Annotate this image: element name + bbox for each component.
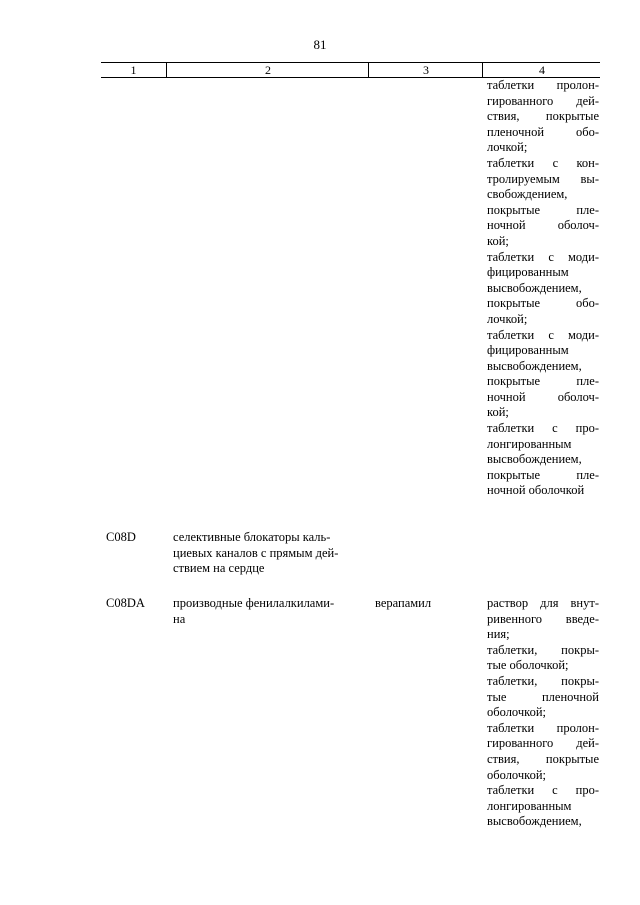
form-line: высвобождением,	[487, 452, 582, 467]
form-line: фицированным	[487, 343, 569, 358]
form-line: тые пленочной	[487, 689, 599, 704]
code-c08da: C08DA	[106, 596, 145, 610]
form-line: лонгированным	[487, 798, 572, 813]
form-line: покрытые пле-	[487, 467, 599, 482]
header-col-4: 4	[482, 63, 601, 77]
drug-verapamil: верапамил	[375, 596, 432, 610]
form-line: высвобождением,	[487, 280, 582, 295]
form-line: таблетки с про-	[487, 421, 599, 436]
form-line: лочкой;	[487, 140, 528, 155]
form-line: покрытые пле-	[487, 202, 599, 217]
form-line: кой;	[487, 233, 509, 248]
form-line: фицированным	[487, 265, 569, 280]
form-line: таблетки с кон-	[487, 155, 599, 170]
form-line: таблетки пролон-	[487, 720, 599, 735]
form-line: ствия, покрытые	[487, 109, 599, 124]
table-header	[101, 62, 600, 78]
form-line: оболочкой;	[487, 705, 546, 720]
header-col-3: 3	[368, 63, 483, 77]
form-line: ривенного введе-	[487, 611, 599, 626]
desc-line: производные фенилалкилами-	[173, 596, 335, 610]
header-col-2: 2	[166, 63, 369, 77]
form-line: ночной оболоч-	[487, 218, 599, 233]
form-line: высвобождением,	[487, 358, 582, 373]
form-line: таблетки, покры-	[487, 673, 599, 688]
form-line: таблетки, покры-	[487, 642, 599, 657]
form-line: гированного дей-	[487, 736, 599, 751]
form-line: таблетки с моди-	[487, 249, 599, 264]
desc-line: циевых каналов с прямым дей-	[173, 545, 339, 560]
form-line: покрытые пле-	[487, 374, 599, 389]
desc-line: на	[173, 611, 186, 626]
form-line: высвобождением,	[487, 814, 582, 829]
desc-c08da	[173, 596, 363, 627]
form-line: гированного дей-	[487, 93, 599, 108]
form-line: тые оболочкой;	[487, 658, 569, 673]
form-line: тролируемым вы-	[487, 171, 599, 186]
form-line: раствор для внут-	[487, 596, 599, 610]
form-line: кой;	[487, 405, 509, 420]
code-c08d: C08D	[106, 530, 136, 544]
form-line: таблетки с моди-	[487, 327, 599, 342]
form-line: ночной оболоч-	[487, 389, 599, 404]
desc-c08d	[173, 530, 363, 577]
form-line: ния;	[487, 627, 510, 642]
form-line: ствия, покрытые	[487, 751, 599, 766]
form-line: таблетки с про-	[487, 783, 599, 798]
form-line: оболочкой;	[487, 767, 546, 782]
page-number: 81	[313, 37, 327, 52]
form-line: лонгированным	[487, 436, 572, 451]
form-line: пленочной обо-	[487, 124, 599, 139]
forms-continued	[487, 78, 599, 499]
form-line: ночной оболочкой	[487, 483, 585, 498]
desc-line: ствием на сердце	[173, 561, 265, 576]
desc-line: селективные блокаторы каль-	[173, 530, 331, 544]
form-line: свобождением,	[487, 187, 568, 202]
forms-verapamil	[487, 596, 599, 830]
form-line: покрытые обо-	[487, 296, 599, 311]
header-col-1: 1	[130, 63, 137, 77]
form-line: лочкой;	[487, 311, 528, 326]
form-line: таблетки пролон-	[487, 78, 599, 92]
